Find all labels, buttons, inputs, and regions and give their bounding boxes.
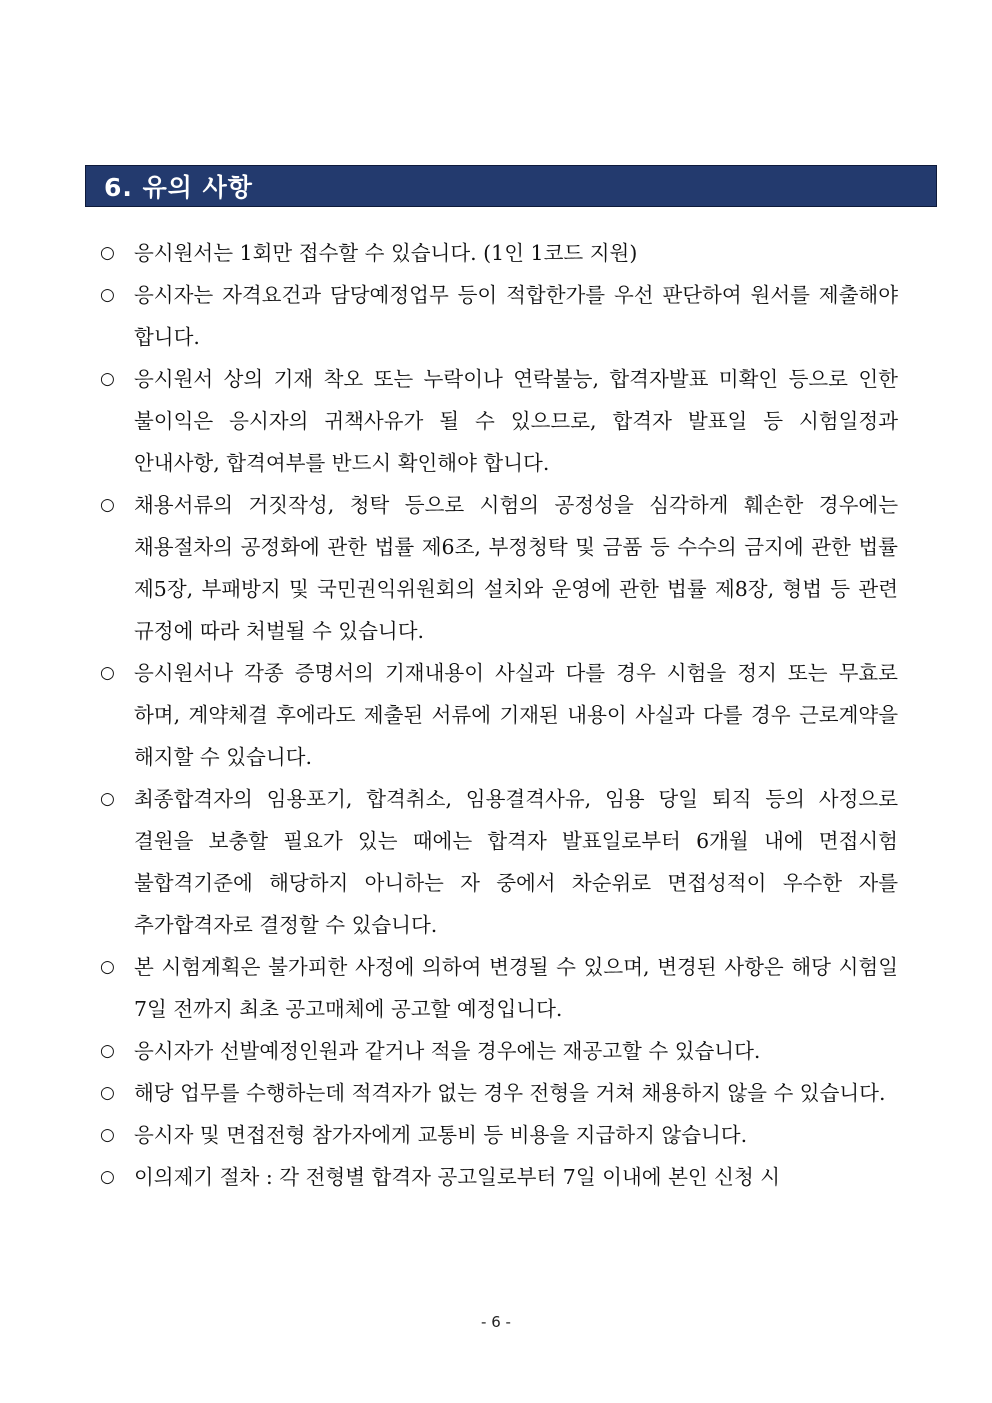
bullet-circle-icon: ○ — [100, 1167, 115, 1187]
notice-text: 응시자가 선발예정인원과 같거나 적을 경우에는 재공고할 수 있습니다. — [134, 1039, 761, 1063]
bullet-circle-icon: ○ — [100, 1083, 115, 1103]
notice-item — [100, 1072, 898, 1114]
notice-text: 응시자 및 면접전형 참가자에게 교통비 등 비용을 지급하지 않습니다. — [134, 1123, 748, 1147]
notice-list — [100, 232, 898, 1198]
bullet-circle-icon: ○ — [100, 1125, 115, 1145]
notice-item — [100, 652, 898, 778]
notice-text: 해당 업무를 수행하는데 적격자가 없는 경우 전형을 거쳐 채용하지 않을 수 있습니다. — [134, 1081, 886, 1105]
notice-item — [100, 274, 898, 358]
bullet-circle-icon: ○ — [100, 285, 115, 305]
bullet-circle-icon: ○ — [100, 1041, 115, 1061]
notice-text: 응시원서 상의 기재 착오 또는 누락이나 연락불능, 합격자발표 미확인 등으로 인한 불이익은 응시자의 귀책사유가 될 수 있으므로, 합격자 발표일 등 시험일정과 안내사항, 합격여부를 반드시 확인해야 합니다. — [134, 367, 898, 475]
bullet-circle-icon: ○ — [100, 957, 115, 977]
section-header — [85, 165, 937, 207]
notice-text: 채용서류의 거짓작성, 청탁 등으로 시험의 공정성을 심각하게 훼손한 경우에는 채용절차의 공정화에 관한 법률 제6조, 부정청탁 및 금품 등 수수의 금지에 관한 법률 제5장, 부패방지 및 국민권익위원회의 설치와 운영에 관한 법률 제8장, 형법 등 관련 규정에 따라 처벌될 수 있습니다. — [134, 493, 898, 643]
page-number: - 6 - — [481, 1313, 511, 1331]
notice-text: 응시자는 자격요건과 담당예정업무 등이 적합한가를 우선 판단하여 원서를 제출해야 합니다. — [134, 283, 898, 349]
notice-text: 응시원서나 각종 증명서의 기재내용이 사실과 다를 경우 시험을 정지 또는 무효로 하며, 계약체결 후에라도 제출된 서류에 기재된 내용이 사실과 다를 경우 근로계약을 해지할 수 있습니다. — [134, 661, 898, 769]
notice-item — [100, 1114, 898, 1156]
notice-item — [100, 1030, 898, 1072]
notice-item — [100, 358, 898, 484]
section-title: 6. 유의 사항 — [104, 173, 253, 202]
bullet-circle-icon: ○ — [100, 789, 115, 809]
bullet-circle-icon: ○ — [100, 495, 115, 515]
notice-item — [100, 778, 898, 946]
notice-item — [100, 232, 898, 274]
bullet-circle-icon: ○ — [100, 369, 115, 389]
notice-item — [100, 1156, 898, 1198]
notice-text: 최종합격자의 임용포기, 합격취소, 임용결격사유, 임용 당일 퇴직 등의 사정으로 결원을 보충할 필요가 있는 때에는 합격자 발표일로부터 6개월 내에 면접시험 불합격기준에 해당하지 아니하는 자 중에서 차순위로 면접성적이 우수한 자를 추가합격자로 결정할 수 있습니다. — [134, 787, 898, 937]
notice-text: 응시원서는 1회만 접수할 수 있습니다. (1인 1코드 지원) — [134, 241, 638, 265]
notice-item — [100, 484, 898, 652]
notice-text: 이의제기 절차 : 각 전형별 합격자 공고일로부터 7일 이내에 본인 신청 시 — [134, 1165, 781, 1189]
notice-text: 본 시험계획은 불가피한 사정에 의하여 변경될 수 있으며, 변경된 사항은 해당 시험일 7일 전까지 최초 공고매체에 공고할 예정입니다. — [134, 955, 898, 1021]
notice-item — [100, 946, 898, 1030]
bullet-circle-icon: ○ — [100, 663, 115, 683]
bullet-circle-icon: ○ — [100, 243, 115, 263]
